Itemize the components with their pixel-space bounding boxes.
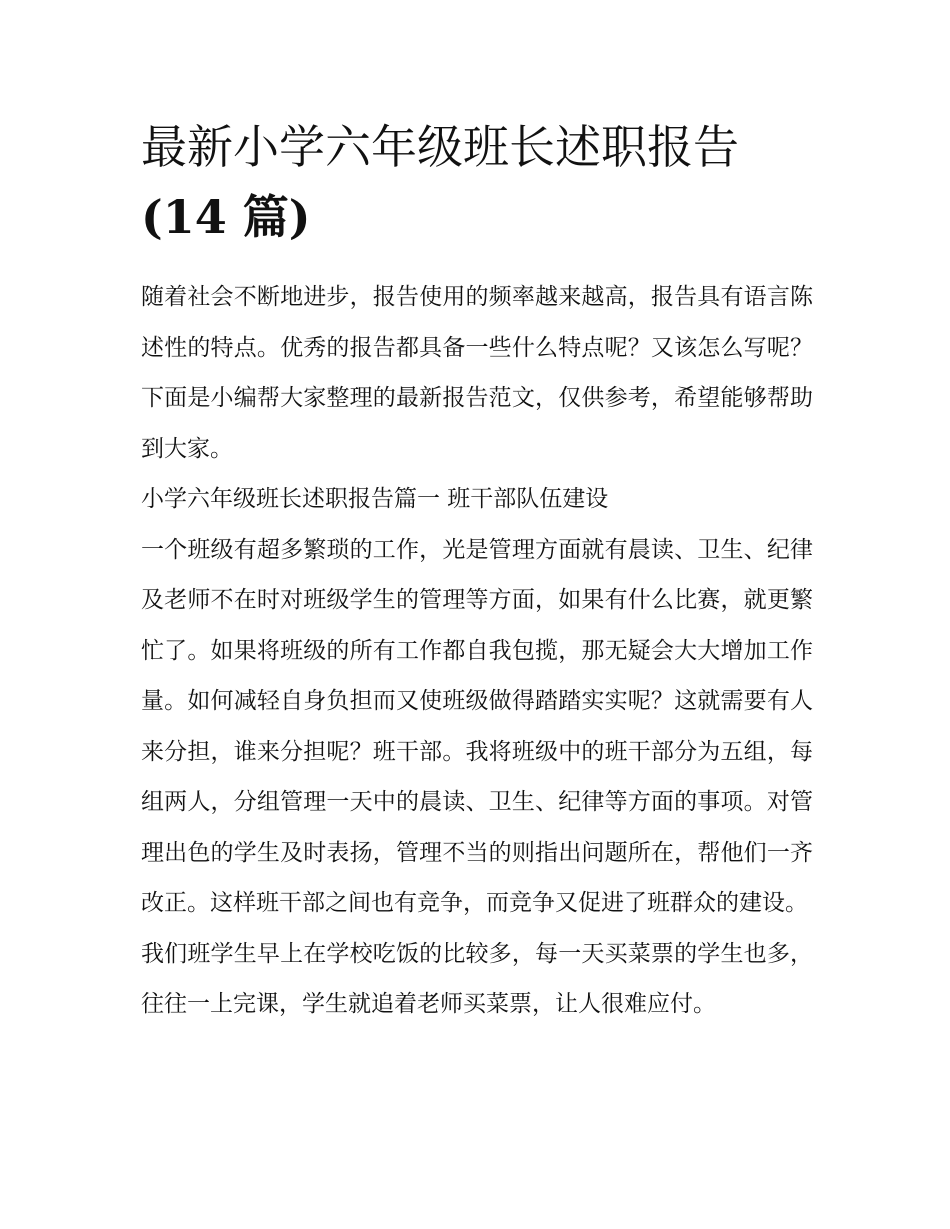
body-paragraph-1: 一个班级有超多繁琐的工作，光是管理方面就有晨读、卫生、纪律及老师不在时对班级学生的管理等方面，如果有什么比赛，就更繁忙了。如果将班级的所有工作都自我包揽，那无疑会大大增加工作量。如何减轻自身负担而又使班级做得踏踏实实呢？这就需要有人来分担，谁来分担呢？班干部。我将班级中的班干部分为五组，每组两人，分组管理一天中的晨读、卫生、纪律等方面的事项。对管理出色的学生及时表扬，管理不当的则指出问题所在，帮他们一齐改正。这样班干部之间也有竞争，而竞争又促进了班群众的建设。	[141, 536, 813, 916]
section-heading: 小学六年级班长述职报告篇一 班干部队伍建设	[141, 486, 609, 512]
intro-paragraph: 随着社会不断地进步，报告使用的频率越来越高，报告具有语言陈述性的特点。优秀的报告都具备一些什么特点呢？又该怎么写呢？下面是小编帮大家整理的最新报告范文，仅供参考，希望能够帮助到大家。	[141, 284, 813, 462]
title-count: (14 篇)	[141, 190, 311, 244]
document-title	[141, 112, 813, 252]
document-body	[141, 112, 813, 1030]
title-spacing	[141, 252, 813, 272]
title-main: 最新小学六年级班长述职报告	[141, 120, 739, 174]
body-paragraph-2: 我们班学生早上在学校吃饭的比较多，每一天买菜票的学生也多，往往一上完课，学生就追着老师买菜票，让人很难应付。	[141, 940, 813, 1017]
